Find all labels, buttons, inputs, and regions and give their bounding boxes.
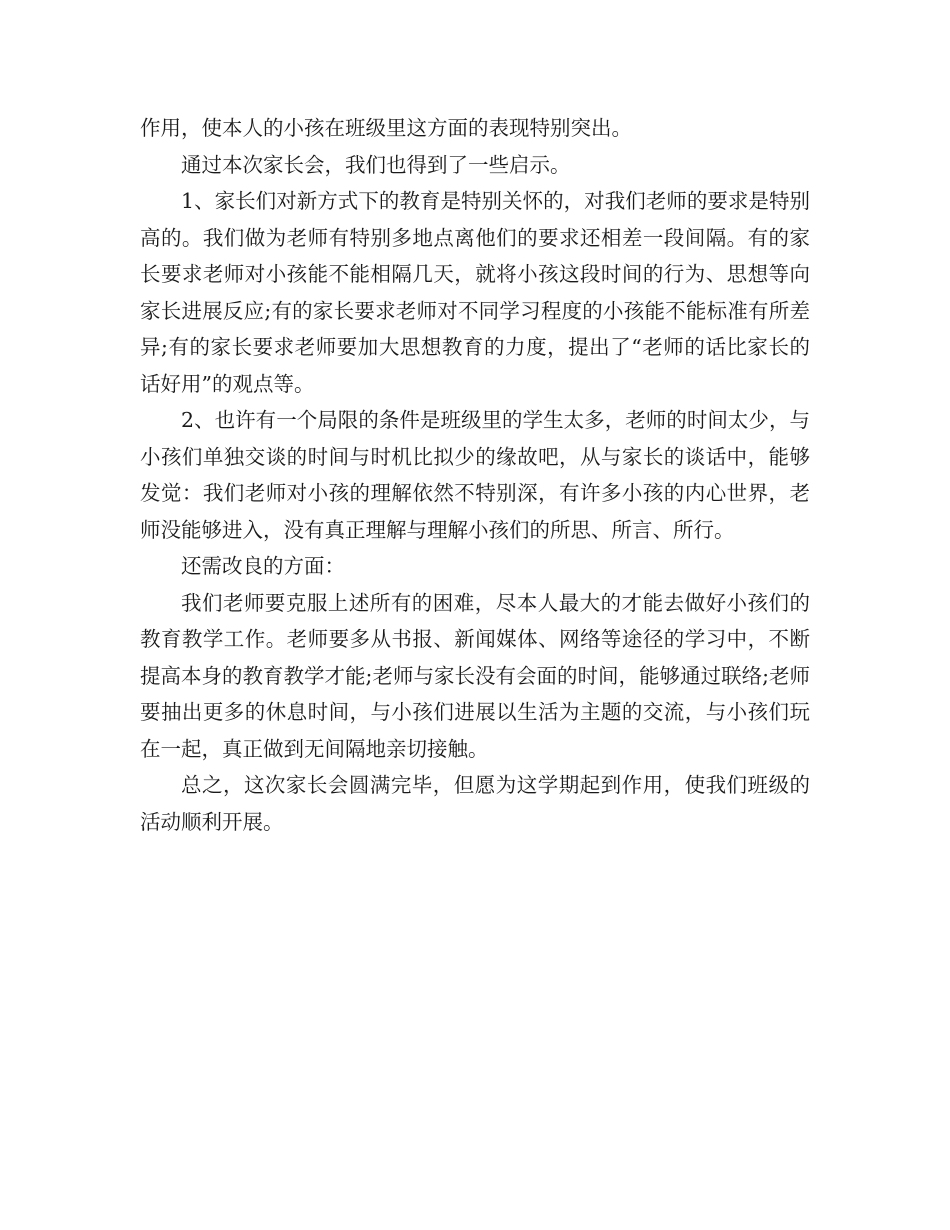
paragraph-4: 2、也许有一个局限的条件是班级里的学生太多，老师的时间太少，与小孩们单独交谈的时间与时机比拟少的缘故吧，从与家长的谈话中，能够发觉：我们老师对小孩的理解依然不特别深，有许多小孩的内心世界，老师没能够进入，没有真正理解与理解小孩们的所思、所言、所行。 [140, 408, 810, 542]
paragraph-5: 还需改良的方面： [181, 554, 345, 578]
document-body [140, 110, 810, 840]
paragraph-7: 总之，这次家长会圆满完毕，但愿为这学期起到作用，使我们班级的活动顺利开展。 [140, 773, 810, 834]
paragraph-2: 通过本次家长会，我们也得到了一些启示。 [181, 152, 571, 177]
paragraph-6: 我们老师要克服上述所有的困难，尽本人最大的才能去做好小孩们的教育教学工作。老师要多从书报、新闻媒体、网络等途径的学习中，不断提高本身的教育教学才能;老师与家长没有会面的时间，能够通过联络;老师要抽出更多的休息时间，与小孩们进展以生活为主题的交流，与小孩们玩在一起，真正做到无间隔地亲切接触。 [140, 590, 810, 761]
paragraph-1: 作用，使本人的小孩在班级里这方面的表现特别突出。 [140, 116, 632, 140]
paragraph-3: 1、家长们对新方式下的教育是特别关怀的，对我们老师的要求是特别高的。我们做为老师有特别多地点离他们的要求还相差一段间隔。有的家长要求老师对小孩能不能相隔几天，就将小孩这段时间的行为、思想等向家长进展反应;有的家长要求老师对不同学习程度的小孩能不能标准有所差异;有的家长要求老师要加大思想教育的力度，提出了“老师的话比家长的话好用”的观点等。 [140, 189, 810, 396]
